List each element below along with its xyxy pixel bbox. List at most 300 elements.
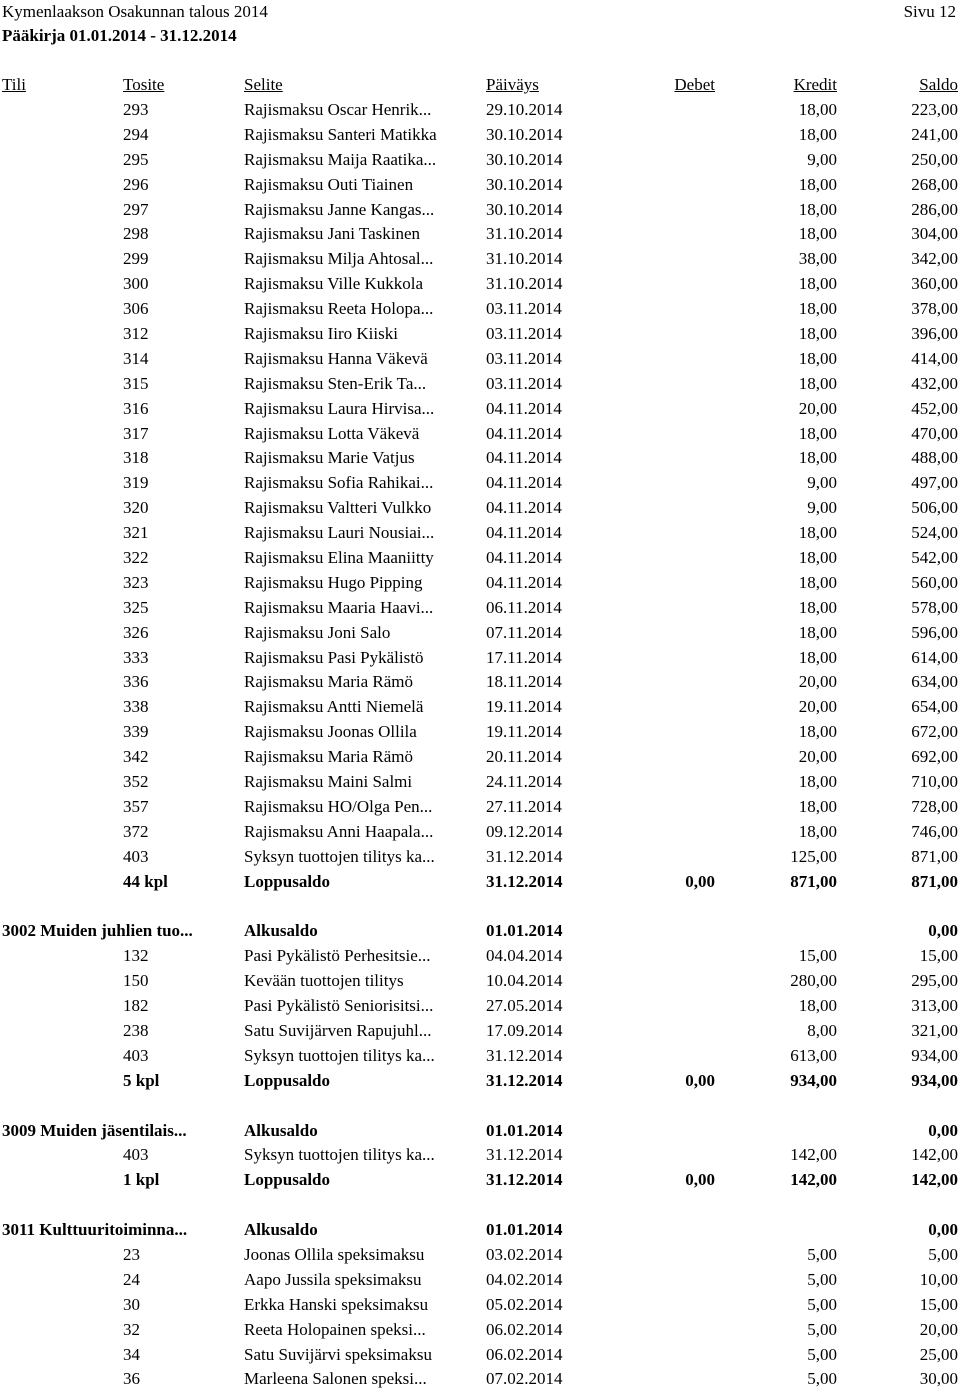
date: 31.12.2014 — [486, 1070, 563, 1090]
table-row — [0, 1245, 960, 1270]
table-row — [0, 797, 960, 822]
credit-amount: 5,00 — [807, 1294, 837, 1314]
description: Alkusaldo — [244, 921, 318, 941]
balance-amount: 396,00 — [911, 324, 958, 344]
voucher-number: 297 — [123, 199, 149, 219]
balance-amount: 0,00 — [928, 1220, 958, 1240]
balance-amount: 360,00 — [911, 274, 958, 294]
description: Rajismaksu HO/Olga Pen... — [244, 796, 433, 816]
date: 04.11.2014 — [486, 498, 562, 518]
balance-amount: 286,00 — [911, 199, 958, 219]
description: Rajismaksu Oscar Henrik... — [244, 100, 432, 119]
account-name: 3009 Muiden jäsentilais... — [2, 1120, 187, 1140]
table-row — [0, 399, 960, 424]
credit-amount: 20,00 — [798, 697, 837, 717]
credit-amount: 20,00 — [798, 747, 837, 767]
section-spacer — [0, 1195, 960, 1220]
date: 07.02.2014 — [486, 1369, 563, 1389]
description: Rajismaksu Iiro Kiiski — [244, 324, 398, 344]
date: 17.09.2014 — [486, 1020, 563, 1040]
column-header-tili: Tili — [2, 75, 26, 94]
table-row — [0, 548, 960, 573]
page-number: Sivu 12 — [903, 2, 956, 21]
description: Erkka Hanski speksimaksu — [244, 1294, 429, 1314]
voucher-number: 372 — [123, 821, 149, 841]
description: Rajismaksu Maria Rämö — [244, 747, 414, 767]
voucher-number: 30 — [123, 1294, 140, 1314]
balance-amount: 432,00 — [911, 373, 958, 393]
description: Joonas Ollila speksimaksu — [244, 1244, 425, 1264]
description: Rajismaksu Maija Raatika... — [244, 149, 437, 169]
date: 20.11.2014 — [486, 747, 562, 767]
credit-amount: 5,00 — [807, 1344, 837, 1364]
description: Loppusaldo — [244, 1070, 330, 1090]
account-opening-row — [0, 921, 960, 946]
table-row — [0, 946, 960, 971]
voucher-number: 1 kpl — [123, 1170, 160, 1190]
table-row — [0, 1345, 960, 1370]
date: 01.01.2014 — [486, 1120, 563, 1140]
section-spacer — [0, 897, 960, 922]
description: Rajismaksu Outi Tiainen — [244, 174, 414, 194]
balance-amount: 654,00 — [911, 697, 958, 717]
description: Rajismaksu Laura Hirvisa... — [244, 398, 435, 418]
table-row — [0, 648, 960, 673]
report-title: Kymenlaakson Osakunnan talous 2014 — [2, 2, 268, 21]
table-row — [0, 249, 960, 274]
closing-balance-row — [0, 1071, 960, 1096]
balance-amount: 497,00 — [911, 473, 958, 493]
account-name: 3011 Kulttuuritoiminna... — [2, 1220, 188, 1240]
table-row — [0, 299, 960, 324]
description: Rajismaksu Ville Kukkola — [244, 274, 424, 294]
table-row — [0, 722, 960, 747]
table-row — [0, 224, 960, 249]
description: Rajismaksu Sofia Rahikai... — [244, 473, 434, 493]
description: Syksyn tuottojen tilitys ka... — [244, 1145, 435, 1165]
balance-amount: 241,00 — [911, 124, 958, 144]
credit-amount: 15,00 — [798, 946, 837, 966]
balance-amount: 524,00 — [911, 523, 958, 543]
balance-amount: 142,00 — [911, 1170, 958, 1190]
voucher-number: 322 — [123, 548, 149, 568]
voucher-number: 315 — [123, 373, 149, 393]
description: Rajismaksu Valtteri Vulkko — [244, 498, 432, 518]
description: Rajismaksu Maini Salmi — [244, 772, 413, 792]
credit-amount: 18,00 — [798, 996, 837, 1016]
credit-amount: 9,00 — [807, 149, 837, 169]
voucher-number: 319 — [123, 473, 149, 493]
balance-amount: 342,00 — [911, 249, 958, 269]
description: Rajismaksu Santeri Matikka — [244, 124, 437, 144]
credit-amount: 18,00 — [798, 622, 837, 642]
balance-amount: 5,00 — [928, 1244, 958, 1264]
table-row — [0, 324, 960, 349]
date: 04.11.2014 — [486, 423, 562, 443]
credit-amount: 18,00 — [798, 274, 837, 294]
credit-amount: 5,00 — [807, 1269, 837, 1289]
description: Loppusaldo — [244, 1170, 330, 1190]
date: 07.11.2014 — [486, 622, 562, 642]
voucher-number: 34 — [123, 1344, 140, 1364]
date: 05.02.2014 — [486, 1294, 563, 1314]
table-row — [0, 971, 960, 996]
credit-amount: 18,00 — [798, 572, 837, 592]
date: 29.10.2014 — [486, 100, 563, 119]
date: 31.12.2014 — [486, 871, 563, 891]
table-row — [0, 822, 960, 847]
balance-amount: 452,00 — [911, 398, 958, 418]
ledger-rows — [0, 100, 960, 1394]
date: 27.05.2014 — [486, 996, 563, 1016]
balance-amount: 15,00 — [919, 946, 958, 966]
table-row — [0, 523, 960, 548]
date: 04.11.2014 — [486, 523, 562, 543]
credit-amount: 5,00 — [807, 1319, 837, 1339]
credit-amount: 18,00 — [798, 348, 837, 368]
description: Marleena Salonen speksi... — [244, 1369, 427, 1389]
voucher-number: 295 — [123, 149, 149, 169]
description: Rajismaksu Antti Niemelä — [244, 697, 424, 717]
credit-amount: 18,00 — [798, 224, 837, 244]
date: 03.02.2014 — [486, 1244, 563, 1264]
date: 30.10.2014 — [486, 199, 563, 219]
description: Rajismaksu Hugo Pipping — [244, 572, 423, 592]
voucher-number: 403 — [123, 1045, 149, 1065]
table-row — [0, 349, 960, 374]
date: 10.04.2014 — [486, 971, 563, 991]
table-row — [0, 125, 960, 150]
description: Rajismaksu Milja Ahtosal... — [244, 249, 434, 269]
debit-amount: 0,00 — [685, 871, 715, 891]
voucher-number: 298 — [123, 224, 149, 244]
table-row — [0, 1046, 960, 1071]
description: Pasi Pykälistö Seniorisitsi... — [244, 996, 434, 1016]
balance-amount: 10,00 — [919, 1269, 958, 1289]
credit-amount: 18,00 — [798, 423, 837, 443]
balance-amount: 746,00 — [911, 821, 958, 841]
balance-amount: 15,00 — [919, 1294, 958, 1314]
section-spacer — [0, 1096, 960, 1121]
credit-amount: 20,00 — [798, 672, 837, 692]
credit-amount: 142,00 — [790, 1145, 837, 1165]
balance-amount: 0,00 — [928, 1120, 958, 1140]
credit-amount: 18,00 — [798, 523, 837, 543]
balance-amount: 578,00 — [911, 597, 958, 617]
voucher-number: 296 — [123, 174, 149, 194]
description: Pasi Pykälistö Perhesitsie... — [244, 946, 431, 966]
table-row — [0, 150, 960, 175]
description: Rajismaksu Maaria Haavi... — [244, 597, 434, 617]
description: Rajismaksu Marie Vatjus — [244, 448, 415, 468]
date: 31.12.2014 — [486, 1170, 563, 1190]
credit-amount: 18,00 — [798, 548, 837, 568]
date: 24.11.2014 — [486, 772, 562, 792]
description: Alkusaldo — [244, 1120, 318, 1140]
voucher-number: 321 — [123, 523, 149, 543]
voucher-number: 317 — [123, 423, 149, 443]
date: 03.11.2014 — [486, 373, 562, 393]
table-row — [0, 100, 960, 125]
description: Rajismaksu Anni Haapala... — [244, 821, 434, 841]
table-row — [0, 996, 960, 1021]
credit-amount: 18,00 — [798, 199, 837, 219]
credit-amount: 18,00 — [798, 174, 837, 194]
balance-amount: 934,00 — [911, 1045, 958, 1065]
debit-amount: 0,00 — [685, 1070, 715, 1090]
voucher-number: 36 — [123, 1369, 140, 1389]
balance-amount: 304,00 — [911, 224, 958, 244]
voucher-number: 150 — [123, 971, 149, 991]
credit-amount: 18,00 — [798, 597, 837, 617]
voucher-number: 326 — [123, 622, 149, 642]
voucher-number: 325 — [123, 597, 149, 617]
balance-amount: 414,00 — [911, 348, 958, 368]
voucher-number: 320 — [123, 498, 149, 518]
credit-amount: 18,00 — [798, 324, 837, 344]
date: 31.10.2014 — [486, 224, 563, 244]
table-row — [0, 1320, 960, 1345]
account-name: 3002 Muiden juhlien tuo... — [2, 921, 193, 941]
balance-amount: 560,00 — [911, 572, 958, 592]
date: 04.02.2014 — [486, 1269, 563, 1289]
description: Aapo Jussila speksimaksu — [244, 1269, 422, 1289]
credit-amount: 9,00 — [807, 498, 837, 518]
column-header-saldo: Saldo — [919, 75, 958, 94]
table-row — [0, 672, 960, 697]
credit-amount: 18,00 — [798, 373, 837, 393]
date: 04.04.2014 — [486, 946, 563, 966]
table-row — [0, 598, 960, 623]
voucher-number: 312 — [123, 324, 149, 344]
balance-amount: 934,00 — [911, 1070, 958, 1090]
voucher-number: 32 — [123, 1319, 140, 1339]
table-row — [0, 374, 960, 399]
description: Rajismaksu Reeta Holopa... — [244, 299, 434, 319]
description: Rajismaksu Sten-Erik Ta... — [244, 373, 427, 393]
balance-amount: 506,00 — [911, 498, 958, 518]
voucher-number: 339 — [123, 722, 149, 742]
credit-amount: 5,00 — [807, 1369, 837, 1389]
credit-amount: 280,00 — [790, 971, 837, 991]
balance-amount: 728,00 — [911, 796, 958, 816]
date: 06.11.2014 — [486, 597, 562, 617]
description: Rajismaksu Pasi Pykälistö — [244, 647, 424, 667]
column-header-kredit: Kredit — [793, 75, 837, 94]
voucher-number: 338 — [123, 697, 149, 717]
date: 06.02.2014 — [486, 1344, 563, 1364]
voucher-number: 323 — [123, 572, 149, 592]
credit-amount: 934,00 — [790, 1070, 837, 1090]
credit-amount: 9,00 — [807, 473, 837, 493]
date: 31.10.2014 — [486, 249, 563, 269]
voucher-number: 294 — [123, 124, 149, 144]
date: 30.10.2014 — [486, 174, 563, 194]
balance-amount: 295,00 — [911, 971, 958, 991]
voucher-number: 316 — [123, 398, 149, 418]
description: Reeta Holopainen speksi... — [244, 1319, 426, 1339]
balance-amount: 871,00 — [911, 871, 958, 891]
balance-amount: 250,00 — [911, 149, 958, 169]
credit-amount: 18,00 — [798, 448, 837, 468]
description: Rajismaksu Lotta Väkevä — [244, 423, 420, 443]
table-row — [0, 448, 960, 473]
description: Rajismaksu Jani Taskinen — [244, 224, 421, 244]
credit-amount: 613,00 — [790, 1045, 837, 1065]
description: Rajismaksu Lauri Nousiai... — [244, 523, 435, 543]
table-row — [0, 424, 960, 449]
table-row — [0, 473, 960, 498]
date: 30.10.2014 — [486, 149, 563, 169]
voucher-number: 357 — [123, 796, 149, 816]
voucher-number: 306 — [123, 299, 149, 319]
date: 03.11.2014 — [486, 324, 562, 344]
date: 09.12.2014 — [486, 821, 563, 841]
date: 03.11.2014 — [486, 299, 562, 319]
voucher-number: 314 — [123, 348, 149, 368]
table-row — [0, 623, 960, 648]
table-row — [0, 697, 960, 722]
ledger-period-title: Pääkirja 01.01.2014 - 31.12.2014 — [2, 26, 237, 45]
description: Rajismaksu Joni Salo — [244, 622, 391, 642]
voucher-number: 132 — [123, 946, 149, 966]
balance-amount: 142,00 — [911, 1145, 958, 1165]
credit-amount: 871,00 — [790, 871, 837, 891]
voucher-number: 299 — [123, 249, 149, 269]
balance-amount: 542,00 — [911, 548, 958, 568]
description: Loppusaldo — [244, 871, 330, 891]
date: 19.11.2014 — [486, 697, 562, 717]
date: 31.12.2014 — [486, 1045, 563, 1065]
balance-amount: 30,00 — [919, 1369, 958, 1389]
table-row — [0, 1021, 960, 1046]
balance-amount: 25,00 — [919, 1344, 958, 1364]
description: Kevään tuottojen tilitys — [244, 971, 404, 991]
credit-amount: 8,00 — [807, 1020, 837, 1040]
voucher-number: 238 — [123, 1020, 149, 1040]
account-opening-row — [0, 1220, 960, 1245]
table-row — [0, 1145, 960, 1170]
voucher-number: 352 — [123, 772, 149, 792]
table-row — [0, 1369, 960, 1394]
table-row — [0, 573, 960, 598]
credit-amount: 20,00 — [798, 398, 837, 418]
table-row — [0, 747, 960, 772]
date: 18.11.2014 — [486, 672, 562, 692]
table-row — [0, 772, 960, 797]
date: 19.11.2014 — [486, 722, 562, 742]
date: 01.01.2014 — [486, 921, 563, 941]
voucher-number: 403 — [123, 846, 149, 866]
credit-amount: 5,00 — [807, 1244, 837, 1264]
voucher-number: 336 — [123, 672, 149, 692]
voucher-number: 403 — [123, 1145, 149, 1165]
voucher-number: 300 — [123, 274, 149, 294]
credit-amount: 18,00 — [798, 722, 837, 742]
date: 04.11.2014 — [486, 572, 562, 592]
credit-amount: 18,00 — [798, 772, 837, 792]
closing-balance-row — [0, 872, 960, 897]
table-row — [0, 847, 960, 872]
credit-amount: 18,00 — [798, 796, 837, 816]
balance-amount: 313,00 — [911, 996, 958, 1016]
balance-amount: 614,00 — [911, 647, 958, 667]
description: Satu Suvijärven Rapujuhl... — [244, 1020, 432, 1040]
voucher-number: 333 — [123, 647, 149, 667]
balance-amount: 596,00 — [911, 622, 958, 642]
credit-amount: 38,00 — [798, 249, 837, 269]
voucher-number: 182 — [123, 996, 149, 1016]
credit-amount: 18,00 — [798, 821, 837, 841]
balance-amount: 871,00 — [911, 846, 958, 866]
balance-amount: 268,00 — [911, 174, 958, 194]
column-header-row — [0, 75, 960, 99]
column-header-debet: Debet — [674, 75, 715, 94]
table-row — [0, 274, 960, 299]
table-row — [0, 1270, 960, 1295]
credit-amount: 125,00 — [790, 846, 837, 866]
date: 17.11.2014 — [486, 647, 562, 667]
credit-amount: 18,00 — [798, 100, 837, 119]
balance-amount: 488,00 — [911, 448, 958, 468]
table-row — [0, 1295, 960, 1320]
balance-amount: 223,00 — [911, 100, 958, 119]
credit-amount: 18,00 — [798, 647, 837, 667]
balance-amount: 672,00 — [911, 722, 958, 742]
voucher-number: 23 — [123, 1244, 140, 1264]
balance-amount: 378,00 — [911, 299, 958, 319]
date: 27.11.2014 — [486, 796, 562, 816]
balance-amount: 321,00 — [911, 1020, 958, 1040]
date: 01.01.2014 — [486, 1220, 563, 1240]
credit-amount: 18,00 — [798, 124, 837, 144]
account-opening-row — [0, 1121, 960, 1146]
date: 30.10.2014 — [486, 124, 563, 144]
description: Rajismaksu Elina Maaniitty — [244, 548, 434, 568]
description: Rajismaksu Janne Kangas... — [244, 199, 435, 219]
balance-amount: 470,00 — [911, 423, 958, 443]
voucher-number: 24 — [123, 1269, 140, 1289]
description: Syksyn tuottojen tilitys ka... — [244, 846, 435, 866]
credit-amount: 142,00 — [790, 1170, 837, 1190]
description: Rajismaksu Maria Rämö — [244, 672, 414, 692]
closing-balance-row — [0, 1170, 960, 1195]
credit-amount: 18,00 — [798, 299, 837, 319]
date: 04.11.2014 — [486, 448, 562, 468]
column-header-tosite: Tosite — [123, 75, 165, 94]
date: 31.12.2014 — [486, 846, 563, 866]
voucher-number: 44 kpl — [123, 871, 168, 891]
description: Alkusaldo — [244, 1220, 318, 1240]
table-row — [0, 175, 960, 200]
column-header-paivays: Päiväys — [486, 75, 539, 94]
table-row — [0, 498, 960, 523]
voucher-number: 342 — [123, 747, 149, 767]
voucher-number: 5 kpl — [123, 1070, 160, 1090]
voucher-number: 293 — [123, 100, 149, 119]
description: Rajismaksu Joonas Ollila — [244, 722, 417, 742]
date: 31.12.2014 — [486, 1145, 563, 1165]
debit-amount: 0,00 — [685, 1170, 715, 1190]
balance-amount: 692,00 — [911, 747, 958, 767]
date: 04.11.2014 — [486, 473, 562, 493]
date: 04.11.2014 — [486, 398, 562, 418]
description: Rajismaksu Hanna Väkevä — [244, 348, 428, 368]
balance-amount: 0,00 — [928, 921, 958, 941]
date: 31.10.2014 — [486, 274, 563, 294]
balance-amount: 20,00 — [919, 1319, 958, 1339]
voucher-number: 318 — [123, 448, 149, 468]
